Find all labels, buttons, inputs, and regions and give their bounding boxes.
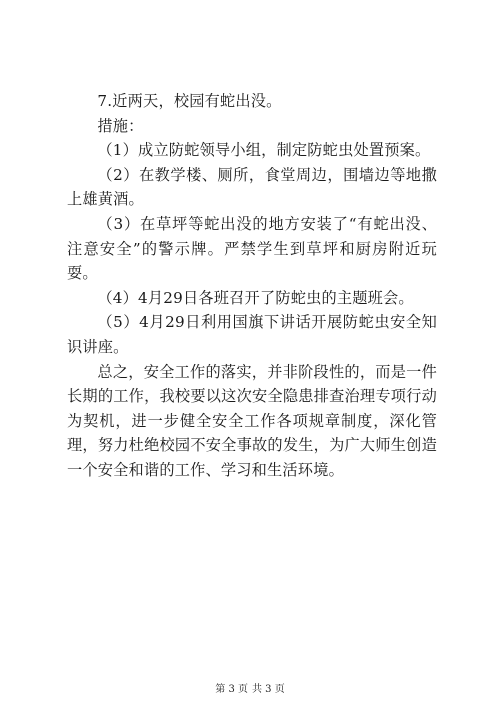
paragraph-conclusion: 总之，安全工作的落实，并非阶段性的，而是一件长期的工作，我校要以这次安全隐患排查治理专项行动为契机，进一步健全安全工作各项规章制度，深化管理，努力杜绝校园不安全事故的发生，为广大师生创造一个安全和谐的工作、学习和生活环境。: [67, 362, 437, 479]
paragraph-measure-2: （2）在教学楼、厕所，食堂周边，围墙边等地撒上雄黄酒。: [67, 165, 437, 209]
page-total: 共 3 页: [252, 684, 285, 695]
paragraph-item-7: 7.近两天，校园有蛇出没。: [97, 92, 282, 110]
paragraph-measure-1: （1）成立防蛇领导小组，制定防蛇虫处置预案。: [97, 141, 431, 160]
page-footer: [0, 680, 500, 695]
page-number: 第 3 页: [215, 684, 248, 695]
paragraph-measure-3: （3）在草坪等蛇出没的地方安装了“有蛇出没、注意安全”的警示牌。严禁学生到草坪和厨房附近玩耍。: [67, 214, 437, 283]
paragraph-measures-heading: 措施：: [97, 116, 144, 135]
paragraph-measure-5: （5）4月29日利用国旗下讲话开展防蛇虫安全知识讲座。: [67, 313, 437, 356]
paragraph-measure-4: （4）4月29日各班召开了防蛇虫的主题班会。: [97, 288, 414, 307]
document-body: [67, 89, 437, 483]
